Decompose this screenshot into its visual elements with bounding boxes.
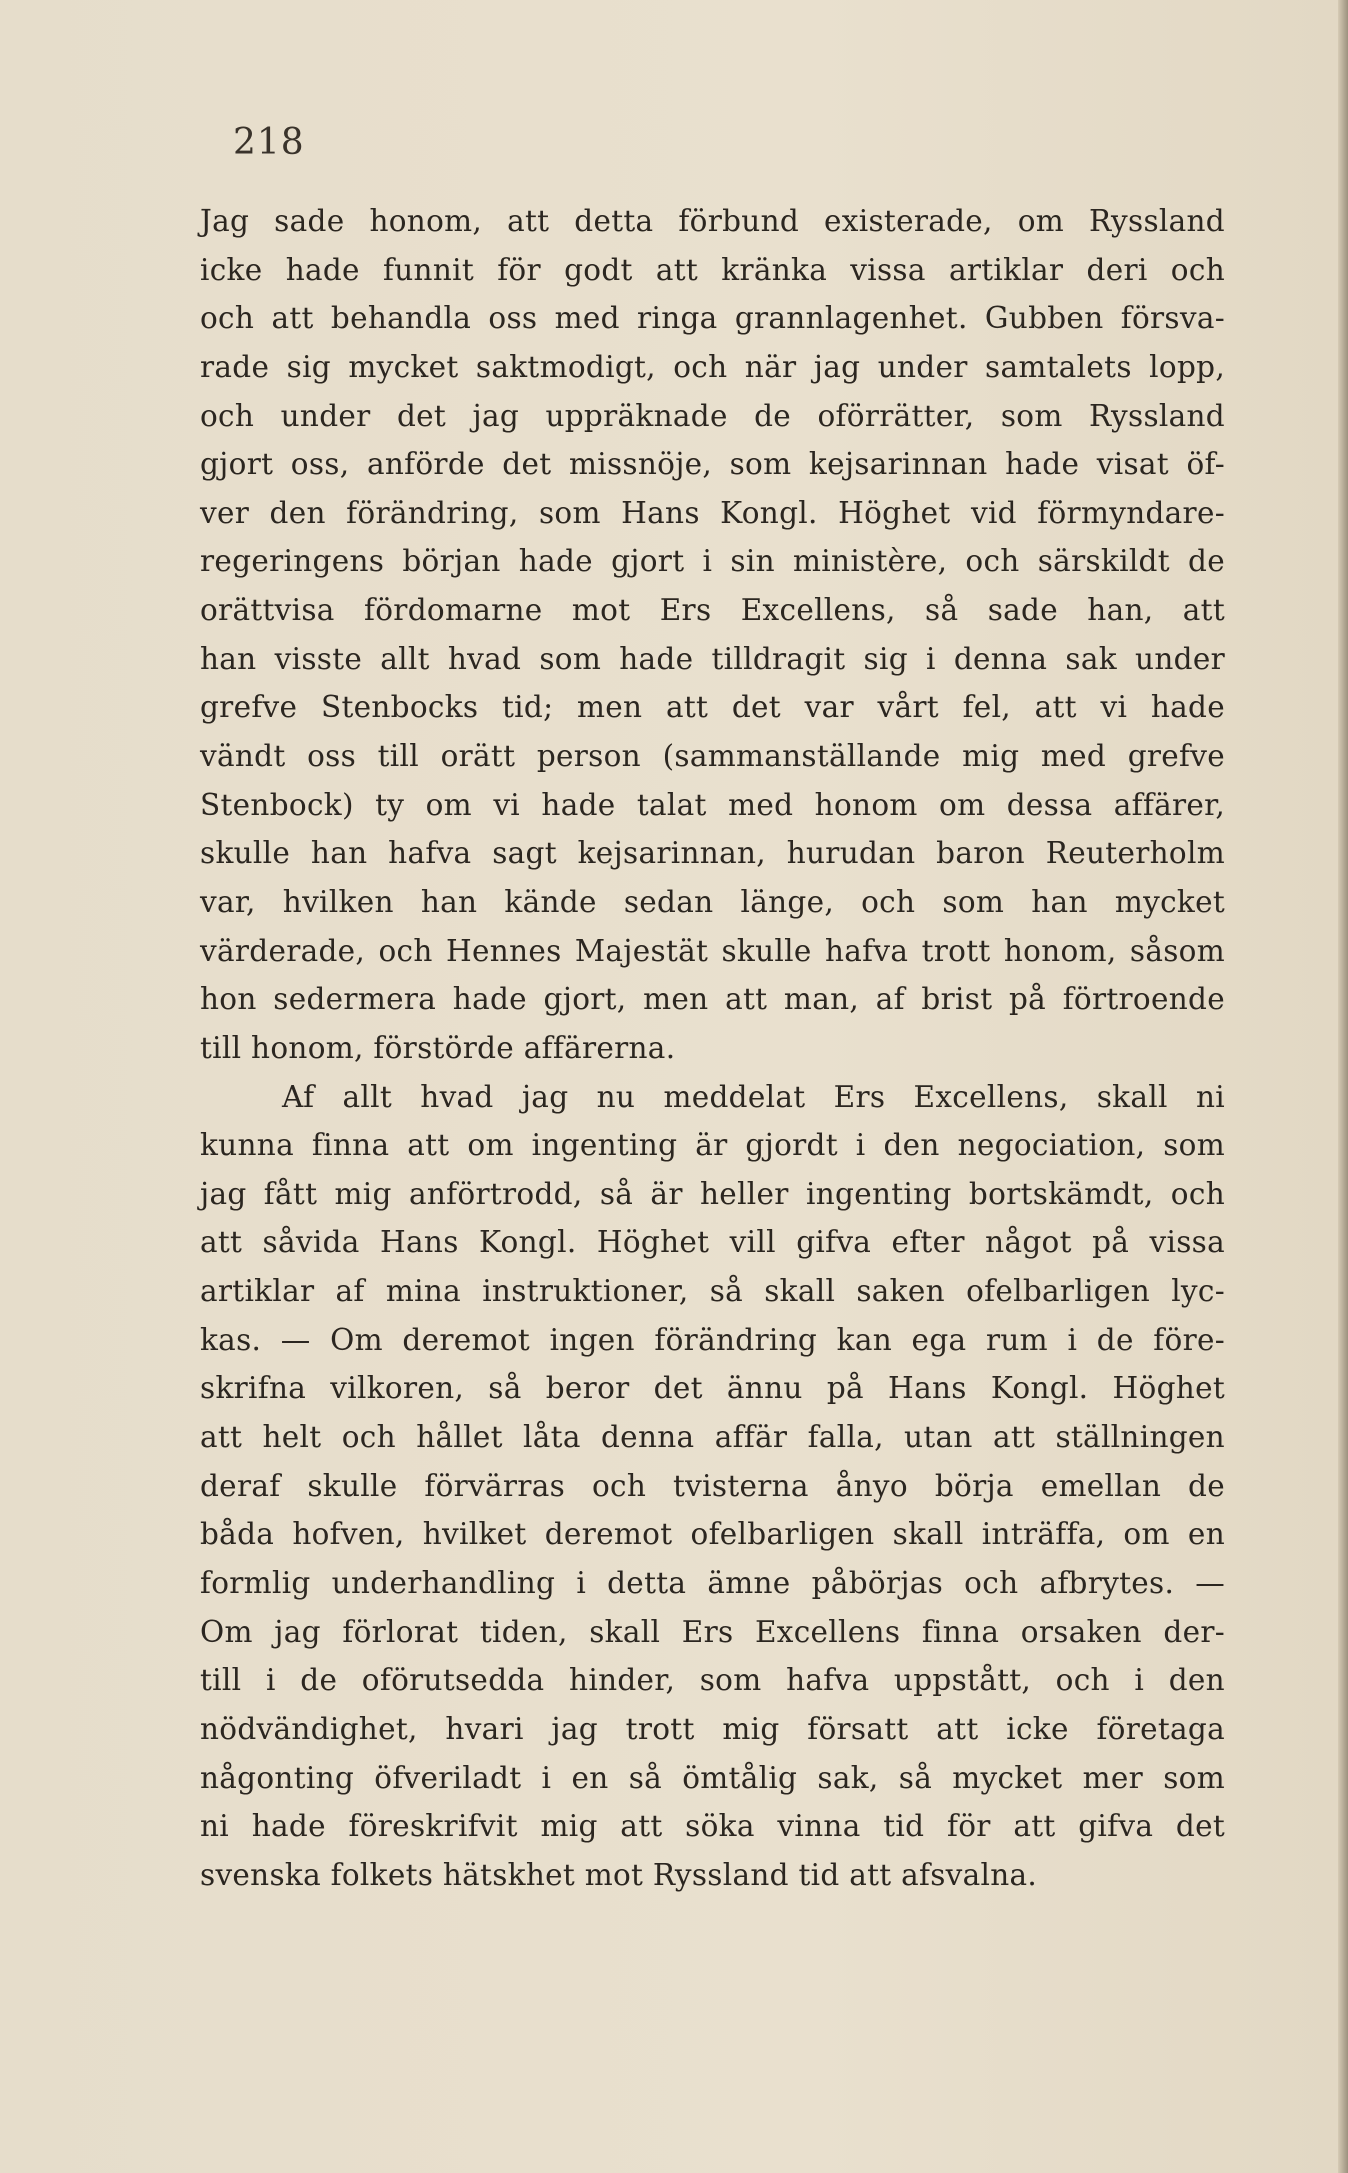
text-line: hon sedermera hade gjort, men att man, af brist på förtroende [200, 982, 1225, 1017]
text-line: båda hofven, hvilket deremot ofelbarligen skall inträffa, om en [200, 1517, 1225, 1552]
text-line: grefve Stenbocks tid; men att det var vårt fel, att vi hade [200, 690, 1225, 725]
text-line: nödvändighet, hvari jag trott mig försatt att icke företaga [200, 1711, 1225, 1746]
text-line: till i de oförutsedda hinder, som hafva uppstått, och i den [200, 1663, 1225, 1698]
text-line: var, hvilken han kände sedan länge, och som han mycket [200, 884, 1225, 919]
text-line: någonting öfveriladt i en så ömtålig sak, så mycket mer som [200, 1760, 1225, 1795]
text-line: formlig underhandling i detta ämne påbörjas och afbrytes. — [200, 1565, 1225, 1600]
text-line: artiklar af mina instruktioner, så skall saken ofelbarligen lyc- [200, 1274, 1225, 1309]
text-line: och att behandla oss med ringa grannlagenhet. Gubben försva- [200, 301, 1225, 336]
text-line: jag fått mig anförtrodd, så är heller ingenting bortskämdt, och [200, 1176, 1225, 1211]
text-line: värderade, och Hennes Majestät skulle hafva trott honom, såsom [200, 933, 1225, 968]
text-line: vändt oss till orätt person (sammanställande mig med grefve [200, 739, 1225, 774]
text-line: icke hade funnit för godt att kränka vissa artiklar deri och [200, 252, 1225, 287]
text-line: orättvisa fördomarne mot Ers Excellens, så sade han, att [200, 593, 1225, 628]
text-line: Jag sade honom, att detta förbund existerade, om Ryssland [200, 204, 1225, 238]
paragraph-end-line: svenska folkets hätskhet mot Ryssland tid att afsvalna. [200, 1857, 1038, 1892]
body-text [200, 197, 1225, 1899]
page-number: 218 [233, 122, 305, 163]
text-line: gjort oss, anförde det missnöje, som kejsarinnan hade visat öf- [200, 447, 1225, 482]
text-line: rade sig mycket saktmodigt, och när jag under samtalets lopp, [200, 349, 1225, 384]
text-line: ni hade föreskrifvit mig att söka vinna tid för att gifva det [200, 1809, 1225, 1844]
text-line: att såvida Hans Kongl. Höghet vill gifva efter något på vissa [200, 1225, 1225, 1260]
text-line: regeringens början hade gjort i sin ministère, och särskildt de [200, 544, 1225, 579]
text-line: kunna finna att om ingenting är gjordt i den negociation, som [200, 1128, 1225, 1163]
text-line: Om jag förlorat tiden, skall Ers Excellens finna orsaken der- [200, 1614, 1225, 1649]
text-line: deraf skulle förvärras och tvisterna ånyo börja emellan de [200, 1468, 1225, 1503]
text-line: att helt och hållet låta denna affär falla, utan att ställningen [200, 1420, 1225, 1455]
page-edge [1338, 0, 1348, 2173]
text-line: ver den förändring, som Hans Kongl. Höghet vid förmyndare- [200, 495, 1225, 530]
text-line: Stenbock) ty om vi hade talat med honom om dessa affärer, [200, 787, 1225, 822]
paragraph-end-line: till honom, förstörde affärerna. [200, 1030, 676, 1065]
paragraph-start-line: Af allt hvad jag nu meddelat Ers Excellens, skall ni [282, 1079, 1225, 1114]
text-line: kas. — Om deremot ingen förändring kan ega rum i de före- [200, 1322, 1225, 1357]
text-line: han visste allt hvad som hade tilldragit sig i denna sak under [200, 641, 1225, 676]
text-line: och under det jag uppräknade de oförrätter, som Ryssland [200, 398, 1225, 433]
text-line: skrifna vilkoren, så beror det ännu på Hans Kongl. Höghet [200, 1371, 1225, 1406]
text-line: skulle han hafva sagt kejsarinnan, hurudan baron Reuterholm [200, 836, 1225, 871]
